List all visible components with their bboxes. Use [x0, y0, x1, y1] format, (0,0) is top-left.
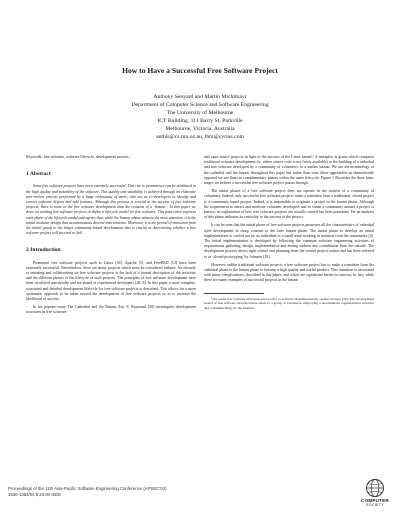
- abstract-text: Some free software projects have been extremely successful. This rise to prominence can be attributed to the high quality and suitability of the software. This quality and suitability is achieved through an elaborate peer-review process performed by a large community of users, who act as co-developers to identify and correct software defects and add features. Although this process is crucial to the success of free software projects, there is more to the free software development than the creation of a ‘bazaar’. In this paper we draw on existing free software projects to define a lifecycle model for free software. This paper then explores each phase of the lifecycle model and agrees that, while the bazaar phase attracts the most attention, it is the initial modular design that accommodates diverse interventions. Moreover, it is the period of transition from the initial group to the larger community based development that is crucial in determining whether a free software project will succeed or fail.: [26, 184, 196, 236]
- author-names: Anthony Senyard and Martin Michlmayr: [153, 94, 247, 100]
- logo-line-1: COMPUTER: [361, 498, 389, 503]
- author-city: Melbourne, Victoria, Australia: [165, 126, 235, 132]
- author-block: [0, 93, 400, 141]
- page-footer: [8, 486, 167, 498]
- body-paragraph-2: The initial phases of a free software project does not operate in the context of a community of volunteers. Indeed, only successful free software projects make a transition from a traditional, closed project to a community based project. Indeed, it is impossible to originate a project in the bazaar phase. Although the requirement to attract and motivate volunteer developers and to create a community around a project is known, no explanation of how free software projects are actually started has been presented. Yet an analysis of this phase indicates its centrality to the success of the project.: [204, 189, 374, 220]
- body-paragraph-1: and open source projects in light of the success of the Linux kernel.¹ A metaphor is given which compares traditional software development (ie. where source code is not freely available) to the building of a cathedral and free software developed by a community of volunteers, to a market bazaar. We use the terminology of the cathedral and the bazaar throughout this paper but rather than view these approaches as diametrically opposed we see them as complimentary phases within the same lifecycle. Figure 1 illustrates the three basic stages we believe a successful free software project passes through.: [204, 155, 374, 186]
- author-building: ICT Building, 111 Barry St, Parkville: [157, 118, 243, 124]
- intro-heading: 2 Introduction: [26, 247, 61, 254]
- footnote-divider: [204, 293, 264, 294]
- abstract-heading: 1 Abstract: [26, 171, 51, 178]
- keywords: [26, 155, 196, 160]
- logo-line-2: SOCIETY: [366, 503, 384, 507]
- intro-paragraph-1: Prominent free software projects such as Linux [34], Apache [1], and FreeBSD [12] have been extremely successful. Nevertheless, there are many projects which must be considered failures. An obstacle to initiating and collaborating on free software projects is the lack of a formal description of the activities and the different phases of the lifecycle of such projects. The principles of free software development have been circulated anecdotally and are aimed at experienced developers [28, 8]. In this paper a more complete, structured and detailed development lifecycle for free software projects is described. This allows for a more systematic approach to be taken toward the development of free software projects so as to increase the likelihood of success.: [26, 260, 196, 302]
- footnote: ¹The terms free software and open source refer to software distributed under certain licenses [26]. The development model of free software described here refers to a group of volunteers, employing a decentralised organisational structure and communicating via the Internet.: [204, 296, 374, 310]
- keywords-label: Keywords:: [26, 155, 43, 159]
- right-column: [204, 155, 374, 313]
- intro-paragraph-2: In his popular essay The Cathedral and the Bazaar, Eric S. Raymond [28] investigates development structures in free software: [26, 305, 196, 315]
- author-university: The University of Melbourne: [166, 110, 234, 116]
- body-paragraph-4: However, unlike traditional software projects a free software project has to make a transition from the cathedral phase to the bazaar phase to become a high quality and useful product. This transition is associated with many complications, described in this paper, and which are significant barrier to success. In fact, while there are many examples of successful projects in the bazaar: [204, 262, 374, 283]
- computer-society-logo: [356, 478, 394, 507]
- keywords-text: free software, software lifecycle, development process.: [43, 155, 130, 159]
- footer-proceedings: Proceedings of the 11th Asia-Pacific Software Engineering Conference (APSEC’04): [8, 486, 167, 491]
- author-emails: anthls@cs.mu.oz.au, tbm@cyrius.com: [156, 134, 244, 140]
- body-paragraph-3: It can be seen that the initial phase of free software projects possesses all the characteristics of cathedral style development in sharp contrast to the later bazaar phase. The initial phase to develop an initial implementation is carried out by an individual or a small team working in isolation from the community [4]. The initial implementation is developed by following the common software engineering activities of requirements gathering, design, implementation and testing without any contribution from the outside. The development process shows tight control and planning from the central project author and has been referred to as ‘closed prototyping’ by Johnson [18].: [204, 223, 374, 259]
- paper-title: How to Have a Successful Free Software Project: [122, 66, 278, 75]
- author-department: Department of Computer Science and Software Engineering: [131, 102, 269, 108]
- left-column: [26, 155, 196, 319]
- footer-issn: 1530-1362/04 $ 20.00 IEEE: [8, 492, 62, 497]
- globe-icon: [364, 478, 386, 498]
